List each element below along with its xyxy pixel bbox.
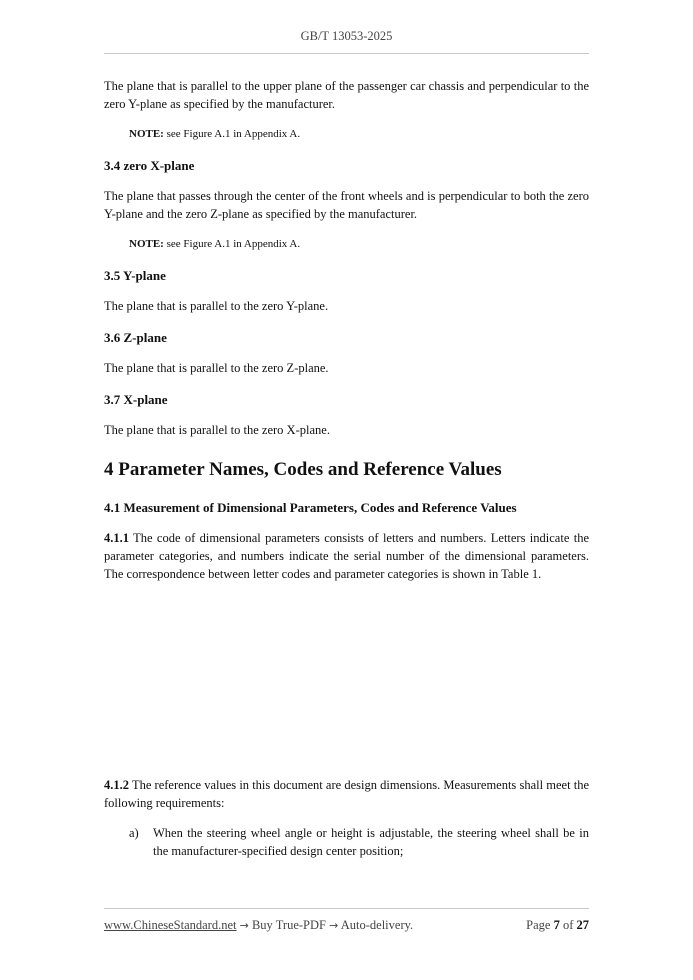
chapter-heading-4: 4 Parameter Names, Codes and Reference Values [104, 459, 502, 480]
section-heading-3-7: 3.7 X-plane [104, 392, 168, 407]
note-label: NOTE: [129, 238, 164, 250]
clause-text: The reference values in this document are design dimensions. Measurements shall meet the following requirements: [104, 778, 589, 810]
footer-promo [104, 918, 413, 933]
page-footer [104, 918, 589, 933]
arrow-right-icon: → [329, 919, 339, 932]
section-heading-4-1: 4.1 Measurement of Dimensional Parameters, Codes and Reference Values [104, 500, 517, 515]
note-text: see Figure A.1 in Appendix A. [163, 128, 301, 140]
page-current: 7 [553, 918, 560, 932]
page-of: of [559, 918, 577, 932]
paragraph-3-5: The plane that is parallel to the zero Y-plane. [104, 299, 329, 313]
clause-number: 4.1.1 [104, 531, 129, 545]
buy-text: Buy True-PDF [248, 918, 330, 932]
note-label: NOTE: [129, 128, 164, 140]
section-heading-3-6: 3.6 Z-plane [104, 330, 167, 345]
note-2 [104, 237, 589, 252]
section-heading-3-5: 3.5 Y-plane [104, 268, 166, 283]
paragraph-3-7: The plane that is parallel to the zero X-plane. [104, 423, 330, 437]
clause-text: The code of dimensional parameters consists of letters and numbers. Letters indicate the parameter categories, and numbers indicate the serial number of the dimensional parameters. The correspondence between letter codes and parameter categories is shown in Table 1. [104, 531, 589, 581]
page-header [0, 29, 693, 44]
arrow-right-icon: → [239, 919, 249, 932]
clause-number: 4.1.2 [104, 778, 129, 792]
paragraph-3-4: The plane that passes through the center of the front wheels and is perpendicular to both the zero Y-plane and the zero Z-plane as specified by the manufacturer. [104, 189, 589, 221]
list-item-a [104, 824, 589, 860]
paragraph-4-1-2 [104, 776, 589, 812]
delivery-text: Auto-delivery. [338, 918, 414, 932]
paragraph-zero-z-plane-definition: The plane that is parallel to the upper plane of the passenger car chassis and perpendicular to the zero Y-plane as specified by the manufacturer. [104, 79, 589, 111]
list-text: When the steering wheel angle or height is adjustable, the steering wheel shall be in the manufacturer-specified design center position; [153, 826, 589, 858]
paragraph-3-6: The plane that is parallel to the zero Z-plane. [104, 361, 329, 375]
header-divider [104, 53, 589, 54]
page-label: Page [526, 918, 554, 932]
paragraph-4-1-1 [104, 529, 589, 583]
page-total: 27 [576, 918, 589, 932]
document-code: GB/T 13053-2025 [300, 29, 393, 43]
section-heading-3-4: 3.4 zero X-plane [104, 158, 195, 173]
page-number [526, 918, 589, 933]
note-1 [104, 127, 589, 142]
document-body [104, 77, 589, 860]
site-link[interactable]: www.ChineseStandard.net [104, 918, 237, 932]
note-text: see Figure A.1 in Appendix A. [163, 238, 301, 250]
list-marker: a) [129, 826, 139, 840]
footer-divider [104, 908, 589, 909]
